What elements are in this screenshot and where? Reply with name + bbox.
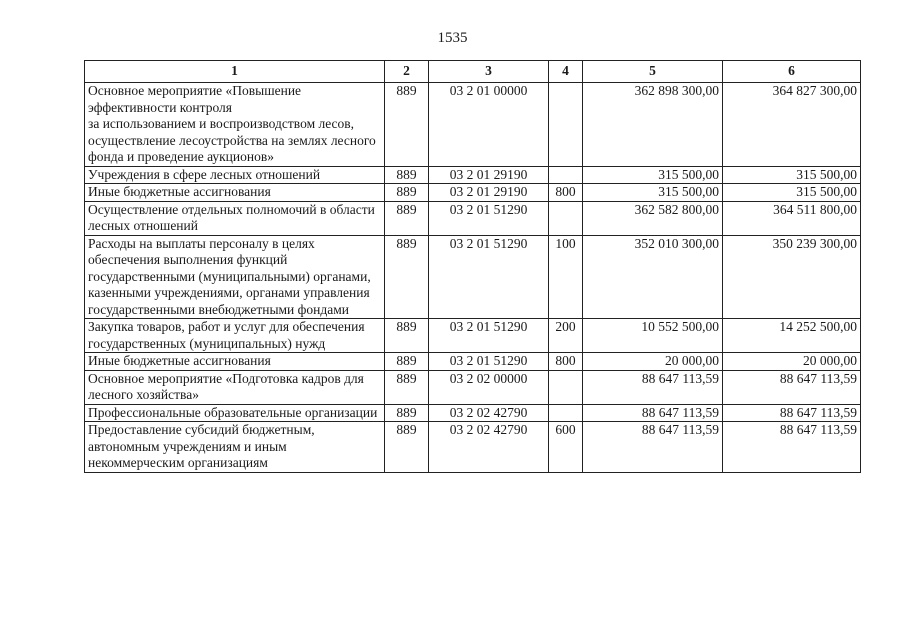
amount-col6-cell: 315 500,00 [723, 184, 861, 202]
table-row [85, 184, 861, 202]
header-cell: 3 [429, 61, 549, 83]
table-row [85, 319, 861, 353]
header-cell: 6 [723, 61, 861, 83]
amount-col6-cell: 88 647 113,59 [723, 404, 861, 422]
ministry-code-cell: 889 [385, 166, 429, 184]
table-row [85, 422, 861, 473]
ministry-code-cell: 889 [385, 83, 429, 167]
amount-col5-cell: 352 010 300,00 [583, 235, 723, 319]
expense-name-cell: Профессиональные образовательные организации [85, 404, 385, 422]
ministry-code-cell: 889 [385, 184, 429, 202]
ministry-code-cell: 889 [385, 404, 429, 422]
amount-col5-cell: 20 000,00 [583, 353, 723, 371]
table-row [85, 83, 861, 167]
table-row [85, 370, 861, 404]
amount-col5-cell: 315 500,00 [583, 184, 723, 202]
page-number: 1535 [437, 30, 468, 46]
amount-col5-cell: 315 500,00 [583, 166, 723, 184]
expense-type-cell: 800 [549, 353, 583, 371]
expense-name-cell: Предоставление субсидий бюджетным, автономным учреждениям и иным некоммерческим организациям [85, 422, 385, 473]
amount-col5-cell: 88 647 113,59 [583, 404, 723, 422]
target-article-cell: 03 2 01 00000 [429, 83, 549, 167]
target-article-cell: 03 2 01 29190 [429, 166, 549, 184]
expense-type-cell [549, 83, 583, 167]
budget-table [84, 60, 861, 473]
expense-type-cell [549, 201, 583, 235]
expense-name-cell: Основное мероприятие «Повышение эффективности контроля за использованием и воспроизводством лесов, осуществление лесоустройства на землях лесного фонда и проведение аукционов» [85, 83, 385, 167]
amount-col6-cell: 315 500,00 [723, 166, 861, 184]
expense-name-cell: Иные бюджетные ассигнования [85, 353, 385, 371]
amount-col6-cell: 364 827 300,00 [723, 83, 861, 167]
table-row [85, 404, 861, 422]
amount-col5-cell: 362 582 800,00 [583, 201, 723, 235]
target-article-cell: 03 2 02 00000 [429, 370, 549, 404]
target-article-cell: 03 2 02 42790 [429, 422, 549, 473]
target-article-cell: 03 2 01 51290 [429, 201, 549, 235]
expense-name-cell: Расходы на выплаты персоналу в целях обеспечения выполнения функций государственными (муниципальными) органами, казенными учреждениями, органами управления государственными внебюджетными фондами [85, 235, 385, 319]
amount-col6-cell: 20 000,00 [723, 353, 861, 371]
target-article-cell: 03 2 01 29190 [429, 184, 549, 202]
expense-type-cell [549, 404, 583, 422]
table-row [85, 201, 861, 235]
expense-name-cell: Учреждения в сфере лесных отношений [85, 166, 385, 184]
expense-name-cell: Осуществление отдельных полномочий в области лесных отношений [85, 201, 385, 235]
amount-col6-cell: 14 252 500,00 [723, 319, 861, 353]
amount-col6-cell: 88 647 113,59 [723, 370, 861, 404]
ministry-code-cell: 889 [385, 422, 429, 473]
expense-type-cell [549, 166, 583, 184]
amount-col5-cell: 362 898 300,00 [583, 83, 723, 167]
header-cell: 1 [85, 61, 385, 83]
header-cell: 4 [549, 61, 583, 83]
table-row [85, 166, 861, 184]
header-cell: 2 [385, 61, 429, 83]
ministry-code-cell: 889 [385, 235, 429, 319]
expense-name-cell: Основное мероприятие «Подготовка кадров для лесного хозяйства» [85, 370, 385, 404]
header-cell: 5 [583, 61, 723, 83]
amount-col6-cell: 364 511 800,00 [723, 201, 861, 235]
expense-type-cell: 600 [549, 422, 583, 473]
ministry-code-cell: 889 [385, 319, 429, 353]
ministry-code-cell: 889 [385, 353, 429, 371]
table-row [85, 353, 861, 371]
expense-type-cell [549, 370, 583, 404]
amount-col6-cell: 350 239 300,00 [723, 235, 861, 319]
target-article-cell: 03 2 01 51290 [429, 319, 549, 353]
amount-col5-cell: 10 552 500,00 [583, 319, 723, 353]
expense-name-cell: Иные бюджетные ассигнования [85, 184, 385, 202]
expense-type-cell: 800 [549, 184, 583, 202]
amount-col5-cell: 88 647 113,59 [583, 370, 723, 404]
expense-type-cell: 100 [549, 235, 583, 319]
ministry-code-cell: 889 [385, 370, 429, 404]
expense-name-cell: Закупка товаров, работ и услуг для обеспечения государственных (муниципальных) нужд [85, 319, 385, 353]
header-row [85, 61, 861, 83]
target-article-cell: 03 2 01 51290 [429, 235, 549, 319]
target-article-cell: 03 2 01 51290 [429, 353, 549, 371]
amount-col6-cell: 88 647 113,59 [723, 422, 861, 473]
ministry-code-cell: 889 [385, 201, 429, 235]
table-row [85, 235, 861, 319]
expense-type-cell: 200 [549, 319, 583, 353]
target-article-cell: 03 2 02 42790 [429, 404, 549, 422]
amount-col5-cell: 88 647 113,59 [583, 422, 723, 473]
